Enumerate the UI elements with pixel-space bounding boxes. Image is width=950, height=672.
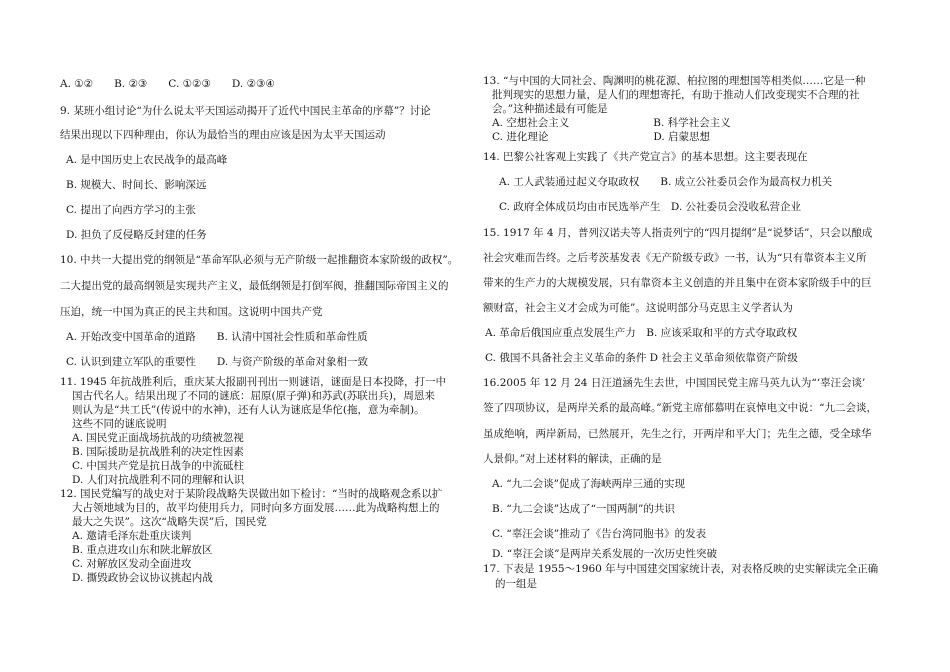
q16-option-c: C. “辜汪会谈”推动了《告台湾同胞书》的发表 <box>492 528 707 540</box>
q12-stem-line-2: 大占领地域为目的，故平均使用兵力，同时向多方面发展……此为战略构想上的 <box>72 502 440 514</box>
q9-option-a: A. 是中国历史上农民战争的最高峰 <box>66 154 228 166</box>
q17-stem-line-2: 的一组是 <box>495 578 537 590</box>
q11-option-a: A. 国民党正面战场抗战的功绩被忽视 <box>72 432 244 444</box>
q11-option-d: D. 人们对抗战胜利不同的理解和认识 <box>72 474 245 486</box>
q17-stem-line-1: 17. 下表是 1955～1960 年与中国建交国家统计表，对表格反映的史实解读完全正确 <box>483 563 879 575</box>
q8-options: A. ①② B. ②③ C. ①②③ D. ②③④ <box>60 78 275 90</box>
q9-option-d: D. 担负了反侵略反封建的任务 <box>66 229 207 241</box>
q12-stem-line-1: 12. 国民党编写的战史对于某阶段战略失误做出如下检讨：“当时的战略观念系以扩 <box>60 488 443 500</box>
q14-stem: 14. 巴黎公社客观上实践了《共产党宣言》的基本思想。这主要表现在 <box>483 151 808 163</box>
q12-option-b: B. 重点进攻山东和陕北解放区 <box>72 544 213 556</box>
q11-stem-line-2: 国古代名人。结果出现了不同的谜底：屈原(原子弹)和苏武(苏联出兵)，周恩来 <box>72 390 435 402</box>
q15-stem-line-2: 社会灾难而告终。之后考茨基发表《无产阶级专政》一书，认为“只有靠资本主义所 <box>483 252 867 264</box>
q15-options-ab: A. 革命后俄国应重点发展生产力 B. 应该采取和平的方式夺取政权 <box>485 327 798 339</box>
q16-option-d: D. “辜汪会谈”是两岸关系发展的一次历史性突破 <box>492 548 717 560</box>
q16-option-b: B. “九二会谈”达成了“一国两制”的共识 <box>492 503 675 515</box>
q10-stem-line-3: 压迫，统一中国为真正的民主共和国。这说明中国共产党 <box>60 306 323 318</box>
q10-options-ab: A. 开始改变中国革命的道路 B. 认清中国社会性质和革命性质 <box>66 331 368 343</box>
q15-stem-line-4: 额财富，社会主义才会成为可能”。这说明部分马克思主义学者认为 <box>483 302 793 314</box>
q15-options-cd: C. 俄国不具备社会主义革命的条件 D 社会主义革命须依靠资产阶级 <box>485 352 798 364</box>
q13-stem-line-1: 13. “与中国的大同社会、陶渊明的桃花源、柏拉图的理想国等相类似……它是一种 <box>483 75 866 87</box>
q9-stem-line-2: 结果出现以下四种理由，你认为最恰当的理由应该是因为太平天国运动 <box>60 129 386 141</box>
q11-option-b: B. 国际援助是抗战胜利的决定性因素 <box>72 446 244 458</box>
q9-option-b: B. 规模大、时间长、影响深远 <box>66 179 207 191</box>
q10-options-cd: C. 认识到建立军队的重要性 D. 与资产阶级的革命对象相一致 <box>66 356 369 368</box>
q13-stem-line-3: 会。”这种描述最有可能是 <box>492 103 608 115</box>
q11-stem-line-3: 则认为是“共工氏”(传说中的水神)，还有人认为谜底是华佗(拖，意为牵制)。 <box>72 404 425 416</box>
q16-stem-line-2: 签了四项协议，是两岸关系的最高峰。”新党主席郁慕明在哀悼电文中说：“九二会谈， <box>483 402 877 414</box>
q12-option-a: A. 邀请毛泽东赴重庆谈判 <box>72 530 192 542</box>
q9-option-c: C. 提出了向西方学习的主张 <box>66 204 196 216</box>
q16-stem-line-3: 虽成绝响，两岸新局，已然展开，先生之行，开两岸和平大门；先生之德，受全球华 <box>483 428 872 440</box>
q11-option-c: C. 中国共产党是抗日战争的中流砥柱 <box>72 460 244 472</box>
q16-option-a: A. “九二会谈”促成了海峡两岸三通的实现 <box>492 478 685 490</box>
q10-stem-line-1: 10. 中共一大提出党的纲领是“革命军队必须与无产阶级一起推翻资本家阶级的政权”。 <box>60 254 459 266</box>
q9-stem-line-1: 9. 某班小组讨论“为什么说太平天国运动揭开了近代中国民主革命的序幕”？讨论 <box>60 105 431 117</box>
q13-options-cd: C. 进化理论 D. 启蒙思想 <box>492 131 711 143</box>
q10-stem-line-2: 二大提出党的最高纲领是实现共产主义，最低纲领是打倒军阀，推翻国际帝国主义的 <box>60 280 449 292</box>
q15-stem-line-3: 带来的生产力的大规模发展，只有靠资本主义创造的并且集中在资本家阶级手中的巨 <box>483 277 872 289</box>
q12-option-c: C. 对解放区发动全面进攻 <box>72 558 192 570</box>
q14-options-ab: A. 工人武装通过起义夺取政权 B. 成立公社委员会作为最高权力机关 <box>499 176 833 188</box>
q16-stem-line-4: 人景仰。”对上述材料的解读，正确的是 <box>483 453 662 465</box>
q13-stem-line-2: 批判现实的思想力量，是人们的理想寄托，有助于推动人们改变现实不合理的社 <box>492 89 860 101</box>
q14-options-cd: C. 政府全体成员均由市民选举产生 D. 公社委员会没收私营企业 <box>499 201 802 213</box>
q15-stem-line-1: 15. 1917 年 4 月，普列汉诺夫等人指责列宁的“四月提纲”是“说梦话”，只会以酿成 <box>483 227 873 239</box>
q13-options-ab: A. 空想社会主义 B. 科学社会主义 <box>492 117 731 129</box>
q12-stem-line-3: 最大之失误”。这次“战略失误”后，国民党 <box>72 516 267 528</box>
q11-stem-line-4: 这些不同的谜底说明 <box>72 418 167 430</box>
q16-stem-line-1: 16.2005 年 12 月 24 日汪道涵先生去世，中国国民党主席马英九认为“‘辜汪会谈’ <box>483 377 866 389</box>
q12-option-d: D. 撕毁政协会议协议挑起内战 <box>72 572 213 584</box>
q11-stem-line-1: 11. 1945 年抗战胜利后，重庆某大报副刊刊出一则谜语，谜面是日本投降，打一中 <box>60 376 447 388</box>
